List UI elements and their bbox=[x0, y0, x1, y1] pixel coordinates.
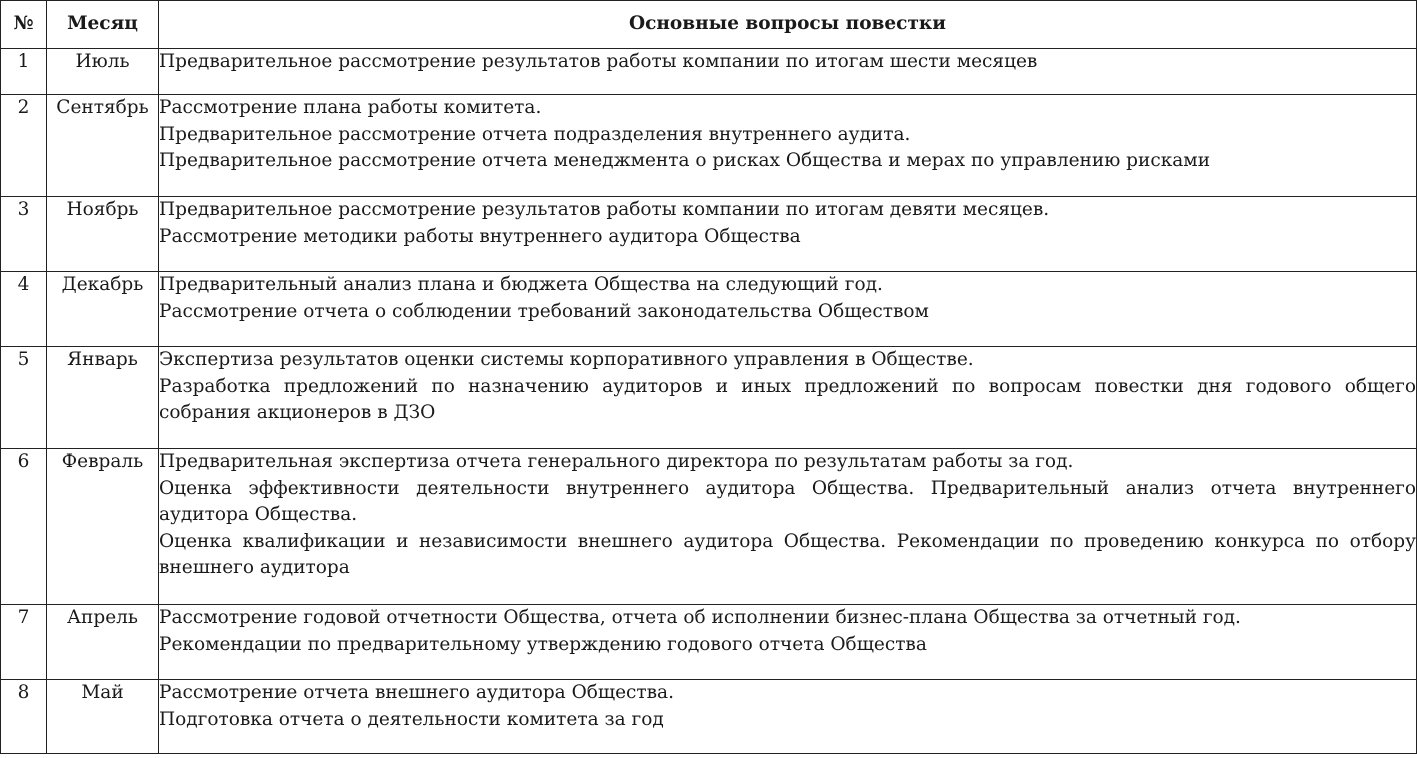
agenda-item: Предварительная экспертиза отчета генерального директора по результатам работы за год. bbox=[159, 451, 1074, 472]
row-topics bbox=[159, 95, 1417, 197]
row-topics bbox=[159, 605, 1417, 680]
agenda-item: Оценка эффективности деятельности внутреннего аудитора Общества. Предварительный анализ отчета внутреннего аудитора Общества. bbox=[159, 477, 1416, 525]
row-month: Февраль bbox=[47, 449, 159, 605]
table-row bbox=[1, 680, 1417, 754]
table-row bbox=[1, 272, 1417, 347]
agenda-item: Разработка предложений по назначению аудиторов и иных предложений по вопросам повестки дня годового общего собрания акционеров в ДЗО bbox=[159, 375, 1416, 423]
agenda-item: Рассмотрение плана работы комитета. bbox=[159, 97, 542, 118]
row-month: Июль bbox=[47, 49, 159, 95]
row-topics bbox=[159, 272, 1417, 347]
table-row bbox=[1, 605, 1417, 680]
row-topics bbox=[159, 680, 1417, 754]
row-topics bbox=[159, 49, 1417, 95]
row-topics bbox=[159, 449, 1417, 605]
row-num: 5 bbox=[1, 347, 47, 449]
row-num: 2 bbox=[1, 95, 47, 197]
row-topics bbox=[159, 197, 1417, 272]
table-row bbox=[1, 347, 1417, 449]
agenda-item: Рассмотрение годовой отчетности Общества, отчета об исполнении бизнес-плана Общества за отчетный год. bbox=[159, 607, 1241, 628]
header-month: Месяц bbox=[47, 1, 159, 49]
table-row bbox=[1, 197, 1417, 272]
header-row bbox=[1, 1, 1417, 49]
row-month: Май bbox=[47, 680, 159, 754]
row-num: 6 bbox=[1, 449, 47, 605]
row-num: 7 bbox=[1, 605, 47, 680]
agenda-item: Предварительное рассмотрение отчета подразделения внутреннего аудита. bbox=[159, 123, 911, 145]
row-topics bbox=[159, 347, 1417, 449]
table-row bbox=[1, 49, 1417, 95]
agenda-item: Экспертиза результатов оценки системы корпоративного управления в Обществе. bbox=[159, 349, 974, 370]
row-num: 3 bbox=[1, 197, 47, 272]
table-row bbox=[1, 95, 1417, 197]
agenda-item: Предварительный анализ плана и бюджета Общества на следующий год. bbox=[159, 274, 883, 295]
row-month: Январь bbox=[47, 347, 159, 449]
row-num: 8 bbox=[1, 680, 47, 754]
agenda-item: Предварительное рассмотрение отчета менеджмента о рисках Общества и мерах по управлению рисками bbox=[159, 150, 1211, 171]
row-num: 4 bbox=[1, 272, 47, 347]
agenda-item: Рассмотрение отчета внешнего аудитора Общества. bbox=[159, 682, 674, 703]
agenda-item: Предварительное рассмотрение результатов работы компании по итогам девяти месяцев. bbox=[159, 199, 1050, 220]
agenda-item: Рассмотрение отчета о соблюдении требований законодательства Обществом bbox=[159, 300, 929, 322]
row-num: 1 bbox=[1, 49, 47, 95]
row-month: Сентябрь bbox=[47, 95, 159, 197]
agenda-item: Оценка квалификации и независимости внешнего аудитора Общества. Рекомендации по проведению конкурса по отбору внешнего аудитора bbox=[159, 530, 1416, 578]
agenda-item: Подготовка отчета о деятельности комитета за год bbox=[159, 708, 664, 730]
agenda-item: Рассмотрение методики работы внутреннего аудитора Общества bbox=[159, 225, 801, 247]
header-topics: Основные вопросы повестки bbox=[159, 1, 1417, 49]
table-row bbox=[1, 449, 1417, 605]
row-month: Ноябрь bbox=[47, 197, 159, 272]
agenda-item: Предварительное рассмотрение результатов работы компании по итогам шести месяцев bbox=[159, 51, 1038, 72]
row-month: Апрель bbox=[47, 605, 159, 680]
header-num: № bbox=[1, 1, 47, 49]
row-month: Декабрь bbox=[47, 272, 159, 347]
agenda-item: Рекомендации по предварительному утверждению годового отчета Общества bbox=[159, 633, 927, 655]
